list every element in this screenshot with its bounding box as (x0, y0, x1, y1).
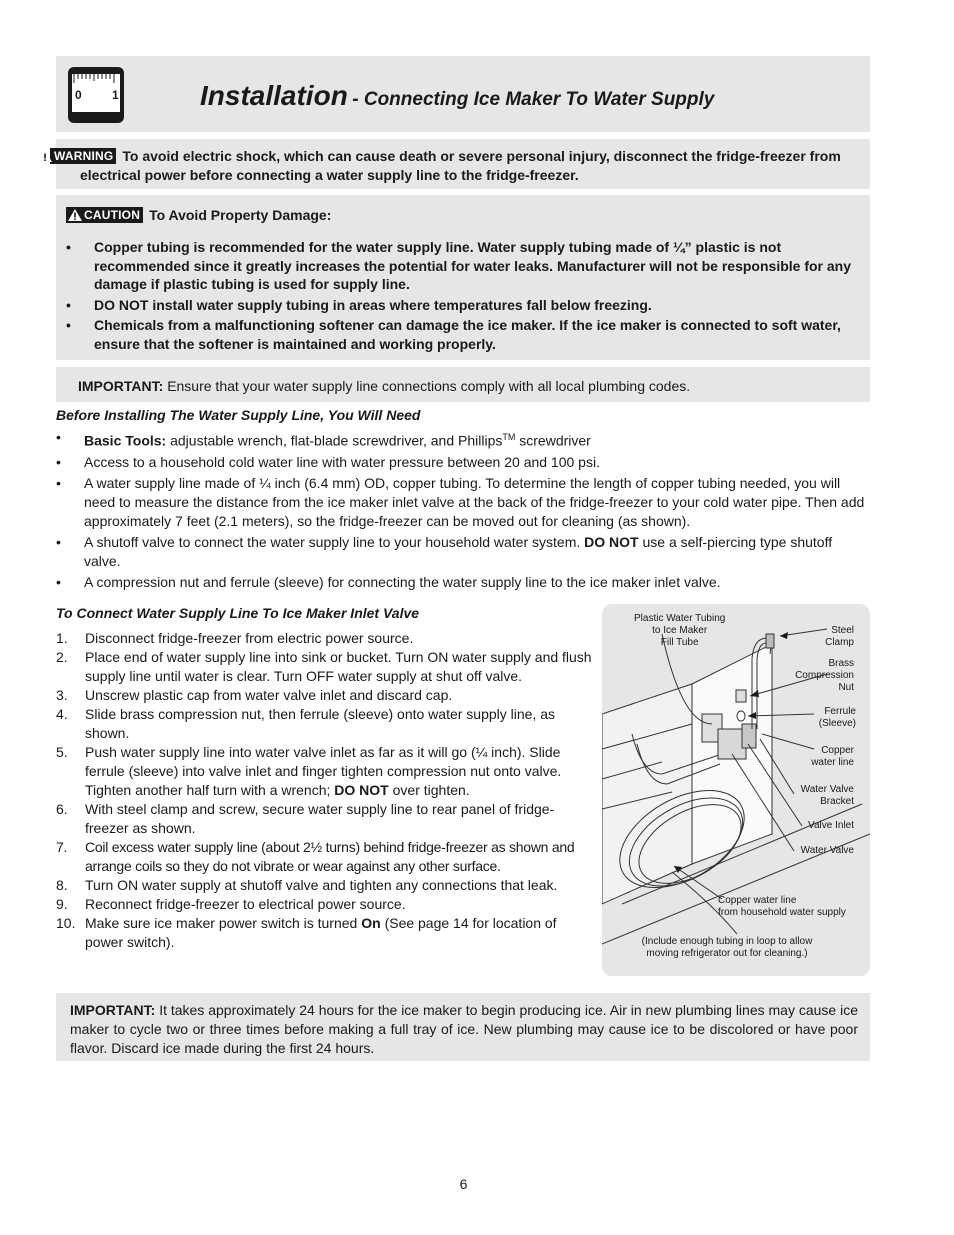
warning-triangle-icon (68, 209, 82, 221)
needs-heading: Before Installing The Water Supply Line, You Will Need (56, 407, 421, 423)
label-bracket: Water Valve Bracket (800, 784, 854, 807)
list-item: • Access to a household cold water line with water pressure between 20 and 100 psi. (56, 453, 600, 470)
caution-heading: CAUTION To Avoid Property Damage: (66, 207, 331, 223)
warning-badge: WARNING (50, 148, 116, 164)
page-title (200, 80, 714, 112)
label-water-valve: Water Valve (800, 845, 854, 856)
warning-text-block (54, 147, 860, 185)
list-item: • A shutoff valve to connect the water supply line to your household water system. DO NOT use a self-piercing type shutoff valve. (56, 533, 833, 569)
list-item: 4. Slide brass compression nut, then ferrule (sleeve) onto water supply line, as shown. (56, 706, 556, 741)
svg-text:1: 1 (112, 88, 119, 102)
label-plastic-tubing: Plastic Water Tubing to Ice Maker Fill Tube (634, 613, 726, 648)
list-item: • Copper tubing is recommended for the water supply line. Water supply tubing made of ¼” plastic is not recommended since it greatly increases the potential for water leaks. Manufacturer will not be responsible for any damage if plastic tubing is used for supply line. (66, 239, 851, 292)
diagram-note: (Include enough tubing in loop to allow moving refrigerator out for cleaning.) (641, 936, 813, 959)
warning-triangle-icon (38, 150, 52, 162)
label-household-line: Copper water line from household water supply (718, 895, 846, 918)
svg-text:0: 0 (75, 88, 82, 102)
important-codes-text: IMPORTANT: Ensure that your water supply line connections comply with all local plumbing codes. (78, 378, 691, 394)
list-item: 8. Turn ON water supply at shutoff valve and tighten any connections that leak. (56, 877, 558, 893)
list-item: • Chemicals from a malfunctioning softener can damage the ice maker. If the ice maker is connected to soft water, ensure that the softener is maintained and working properly. (66, 317, 841, 352)
label-steel-clamp: Steel Clamp (825, 625, 854, 648)
list-item: • A water supply line made of ¼ inch (6.4 mm) OD, copper tubing. To determine the length of copper tubing needed, you will need to measure the distance from the ice maker inlet valve at the back of the fridge-freezer to your cold water pipe. Then add approximately 7 feet (2.1 meters), so the fridge-freezer can be moved out for cleaning (as shown). (56, 474, 865, 529)
list-item: 10. Make sure ice maker power switch is turned On (See page 14 for location of power switch). (56, 915, 557, 950)
list-item: • DO NOT install water supply tubing in areas where temperatures fall below freezing. (66, 296, 652, 313)
caution-list (66, 238, 870, 355)
needs-list (56, 428, 872, 594)
list-item: 1. Disconnect fridge-freezer from electric power source. (56, 630, 414, 646)
important-ice-text: IMPORTANT: It takes approximately 24 hours for the ice maker to begin producing ice. Air in new plumbing lines may cause ice maker to cycle two or three times before making a full tray of ice. New plumbing may cause ice to be discolored or have poor flavor. Discard ice made during the first 24 hours. (70, 1002, 858, 1056)
label-valve-inlet: Valve Inlet (808, 820, 854, 831)
list-item: • Basic Tools: adjustable wrench, flat-blade screwdriver, and Phillips™ screwdriver (56, 429, 591, 449)
list-item: 2. Place end of water supply line into sink or bucket. Turn ON water supply and flush supply line until water is clear. Turn OFF water supply at shut off valve. (56, 649, 592, 684)
caution-badge: CAUTION (66, 207, 143, 223)
label-brass-nut: Brass Compression Nut (795, 658, 854, 693)
list-item: 9. Reconnect fridge-freezer to electrical power source. (56, 896, 406, 912)
label-copper-line: Copper water line (811, 745, 854, 768)
ruler-icon (68, 67, 124, 123)
label-ferrule: Ferrule (Sleeve) (818, 706, 856, 729)
title-sub: - Connecting Ice Maker To Water Supply (352, 89, 715, 110)
connect-heading: To Connect Water Supply Line To Ice Maker Inlet Valve (56, 605, 420, 621)
title-main: Installation (200, 80, 348, 111)
installation-diagram (602, 604, 870, 976)
list-item: • A compression nut and ferrule (sleeve) for connecting the water supply line to the ice maker inlet valve. (56, 573, 721, 590)
steps-list (56, 629, 592, 952)
list-item: 3. Unscrew plastic cap from water valve inlet and discard cap. (56, 687, 453, 703)
list-item: 7. Coil excess water supply line (about 2½ turns) behind fridge-freezer as shown and arrange coils so they do not vibrate or wear against any other surface. (56, 839, 575, 874)
list-item: 5. Push water supply line into water valve inlet as far as it will go (¼ inch). Slide ferrule (sleeve) into valve inlet and finger tighten compression nut onto valve. Tighten another half turn with a wrench; DO NOT over tighten. (56, 744, 562, 798)
list-item: 6. With steel clamp and screw, secure water supply line to rear panel of fridge-freezer as shown. (56, 801, 555, 836)
warning-text: To avoid electric shock, which can cause death or severe personal injury, disconnect the fridge-freezer from electrical power before connecting a water supply line to the fridge-freezer. (80, 148, 841, 183)
page-number: 6 (459, 1176, 468, 1192)
